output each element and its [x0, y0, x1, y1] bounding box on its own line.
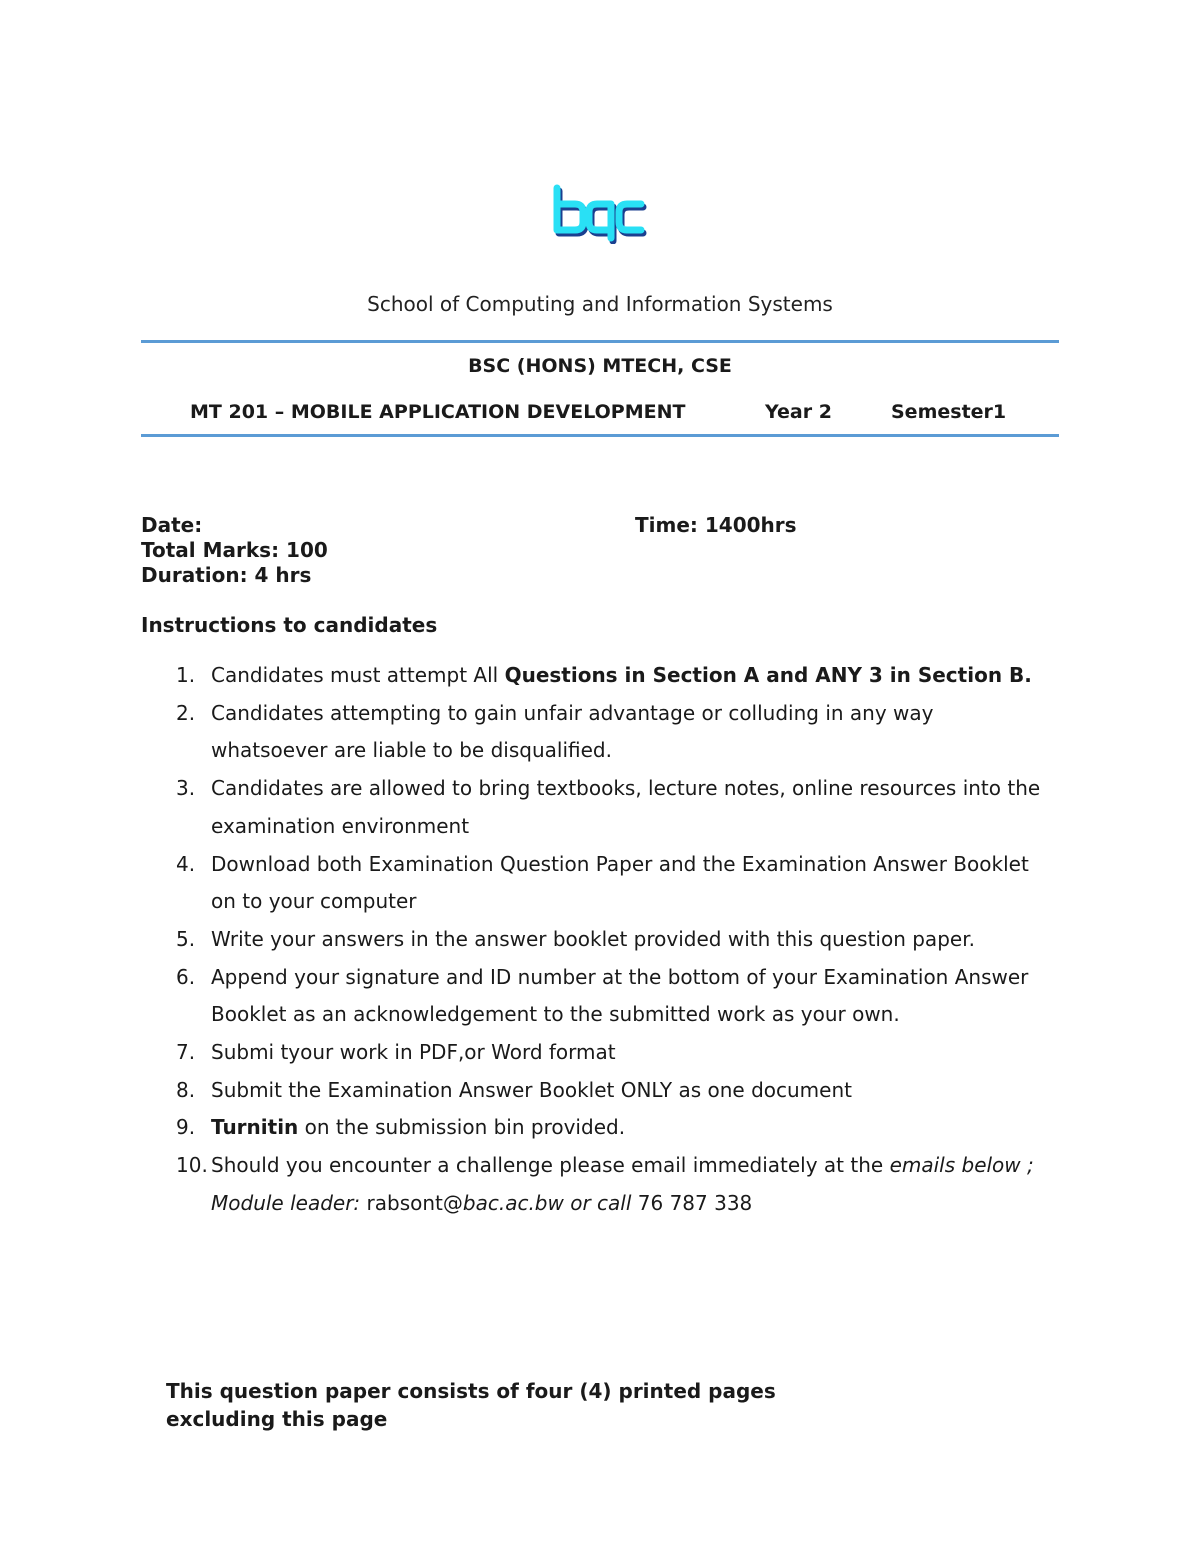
instruction-text: Questions in Section A and ANY 3 in Section B.: [504, 663, 1032, 687]
instruction-number: 8.: [176, 1077, 196, 1102]
exam-date: Date:: [141, 513, 203, 537]
module-title: MT 201 – MOBILE APPLICATION DEVELOPMENT: [190, 401, 686, 423]
year-label: Year 2: [765, 401, 832, 423]
instruction-text: Download both Examination Question Paper and the Examination Answer Booklet on to your computer: [211, 851, 1029, 914]
instruction-item: [141, 1109, 1051, 1147]
exam-duration: Duration: 4 hrs: [141, 563, 312, 587]
instruction-item: [141, 959, 1051, 1034]
instruction-text: Turnitin: [211, 1115, 299, 1140]
instruction-number: 5.: [176, 926, 196, 951]
instruction-item: [141, 1072, 1051, 1110]
instruction-number: 1.: [176, 663, 196, 687]
instruction-text: bac.ac.bw or call: [462, 1190, 632, 1215]
instruction-text: Submit the Examination Answer Booklet ONLY as one document: [211, 1077, 852, 1102]
total-marks: Total Marks: 100: [141, 538, 328, 562]
bac-logo-mark: [549, 182, 649, 244]
exam-time: Time: 1400hrs: [635, 513, 797, 537]
instruction-text: emails below ; Module leader:: [211, 1153, 1034, 1215]
instruction-item: [141, 1034, 1051, 1072]
instruction-number: 9.: [176, 1115, 196, 1140]
page-count-line-1: This question paper consists of four (4) printed pages: [166, 1379, 776, 1403]
instruction-item: [141, 921, 1051, 959]
instruction-text: Write your answers in the answer booklet provided with this question paper.: [211, 926, 975, 951]
instructions-list: [141, 657, 1051, 1223]
instruction-item: [141, 695, 1051, 770]
bac-logo: [549, 182, 649, 244]
instruction-item: [141, 657, 1051, 695]
instruction-text: Submi tyour work in PDF,or Word format: [211, 1040, 616, 1065]
instruction-text: Append your signature and ID number at the bottom of your Examination Answer Booklet as an acknowledgement to the submitted work as your own.: [211, 964, 1029, 1027]
instruction-text: Candidates attempting to gain unfair advantage or colluding in any way whatsoever are liable to be disqualified.: [211, 700, 934, 763]
instruction-text: 76 787 338: [631, 1190, 753, 1215]
instruction-number: 10.: [176, 1153, 208, 1178]
instruction-number: 6.: [176, 964, 196, 989]
instruction-text: Candidates must attempt All: [211, 663, 505, 687]
semester-label: Semester1: [891, 401, 1007, 423]
instruction-text: Candidates are allowed to bring textbooks, lecture notes, online resources into the examination environment: [211, 776, 1041, 838]
page-count-line-2: excluding this page: [166, 1407, 388, 1431]
header-divider-top: [141, 340, 1059, 343]
page-count-note: [166, 1377, 776, 1433]
instruction-number: 7.: [176, 1040, 196, 1065]
instruction-number: 4.: [176, 851, 196, 876]
instruction-number: 3.: [176, 776, 196, 801]
header-divider-bottom: [141, 434, 1059, 437]
program-title: BSC (HONS) MTECH, CSE: [468, 355, 732, 377]
instruction-item: [141, 1147, 1051, 1222]
instruction-item: [141, 846, 1051, 921]
instructions-heading: Instructions to candidates: [141, 613, 438, 637]
instruction-text: Should you encounter a challenge please email immediately at the: [211, 1153, 890, 1178]
instruction-text: rabsont@: [360, 1190, 463, 1215]
instruction-text: on the submission bin provided.: [298, 1115, 626, 1140]
school-name: School of Computing and Information Systems: [367, 292, 833, 316]
instruction-number: 2.: [176, 700, 196, 725]
instruction-item: [141, 770, 1051, 845]
